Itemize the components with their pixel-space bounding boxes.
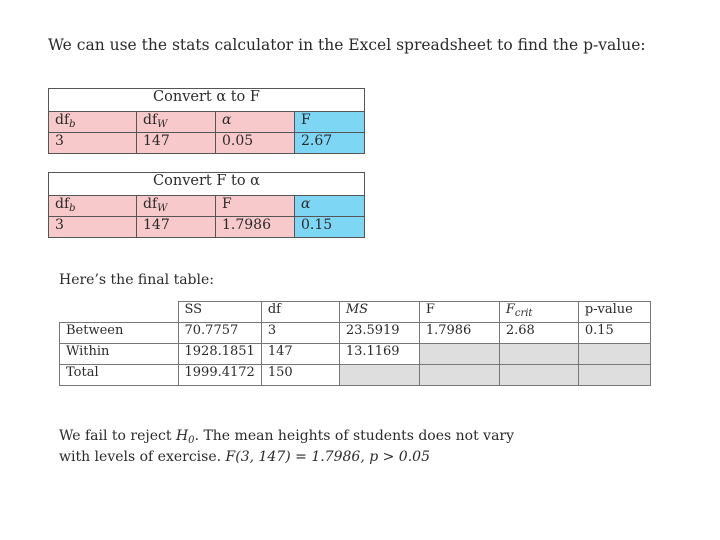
f-header: F <box>295 112 365 133</box>
dfw-value[interactable]: 147 <box>137 133 216 154</box>
dfb-value[interactable]: 3 <box>49 133 137 154</box>
empty-cell <box>499 344 578 365</box>
ss-header: SS <box>178 302 261 323</box>
row-label: Between <box>60 323 179 344</box>
ms-cell: 13.1169 <box>339 344 419 365</box>
fcrit-cell: 2.68 <box>499 323 578 344</box>
ss-cell: 70.7757 <box>178 323 261 344</box>
fcrit-header: $F_{crit}$ <box>499 302 578 323</box>
convert-f-to-alpha-table <box>48 172 365 238</box>
empty-cell <box>339 365 419 386</box>
f-header: F <box>419 302 499 323</box>
f-header: F <box>216 196 295 217</box>
alpha-header: α <box>295 196 365 217</box>
conclusion-text: We fail to reject $H_0$. The mean heights of students does not vary with levels of exercise. F(3, 147) = 1.7986, p > 0.05 <box>59 428 515 465</box>
final-table-label: Here’s the final table: <box>59 272 214 288</box>
f-value[interactable]: 1.7986 <box>216 217 295 238</box>
row-label: Total <box>60 365 179 386</box>
ms-header: MS <box>339 302 419 323</box>
empty-cell <box>578 365 650 386</box>
df-cell: 147 <box>261 344 339 365</box>
empty-cell <box>578 344 650 365</box>
df-cell: 3 <box>261 323 339 344</box>
f-value: 2.67 <box>295 133 365 154</box>
corner-cell <box>60 302 179 323</box>
alpha-value: 0.15 <box>295 217 365 238</box>
f-statistic-formula: F(3, 147) = 1.7986, p > 0.05 <box>225 449 430 465</box>
pvalue-header: p-value <box>578 302 650 323</box>
row-label: Within <box>60 344 179 365</box>
pvalue-cell: 0.15 <box>578 323 650 344</box>
ss-cell: 1928.1851 <box>178 344 261 365</box>
convert-alpha-to-f-table <box>48 88 365 154</box>
anova-table <box>59 301 651 386</box>
table-row <box>60 365 651 386</box>
table-row <box>60 344 651 365</box>
ss-cell: 1999.4172 <box>178 365 261 386</box>
df-header: df <box>261 302 339 323</box>
anova-header-row <box>60 302 651 323</box>
dfb-header: $df_b$ <box>49 196 137 217</box>
dfw-header: $df_W$ <box>137 196 216 217</box>
empty-cell <box>419 344 499 365</box>
f-cell: 1.7986 <box>419 323 499 344</box>
alpha-value[interactable]: 0.05 <box>216 133 295 154</box>
convert-alpha-to-f-title: Convert α to F <box>49 89 365 112</box>
empty-cell <box>499 365 578 386</box>
intro-text: We can use the stats calculator in the Excel spreadsheet to find the p-value: <box>48 36 646 54</box>
dfb-header: $df_b$ <box>49 112 137 133</box>
table-row <box>60 323 651 344</box>
dfw-header: $df_W$ <box>137 112 216 133</box>
dfw-value[interactable]: 147 <box>137 217 216 238</box>
alpha-header: α <box>216 112 295 133</box>
empty-cell <box>419 365 499 386</box>
convert-f-to-alpha-title: Convert F to α <box>49 173 365 196</box>
dfb-value[interactable]: 3 <box>49 217 137 238</box>
ms-cell: 23.5919 <box>339 323 419 344</box>
df-cell: 150 <box>261 365 339 386</box>
